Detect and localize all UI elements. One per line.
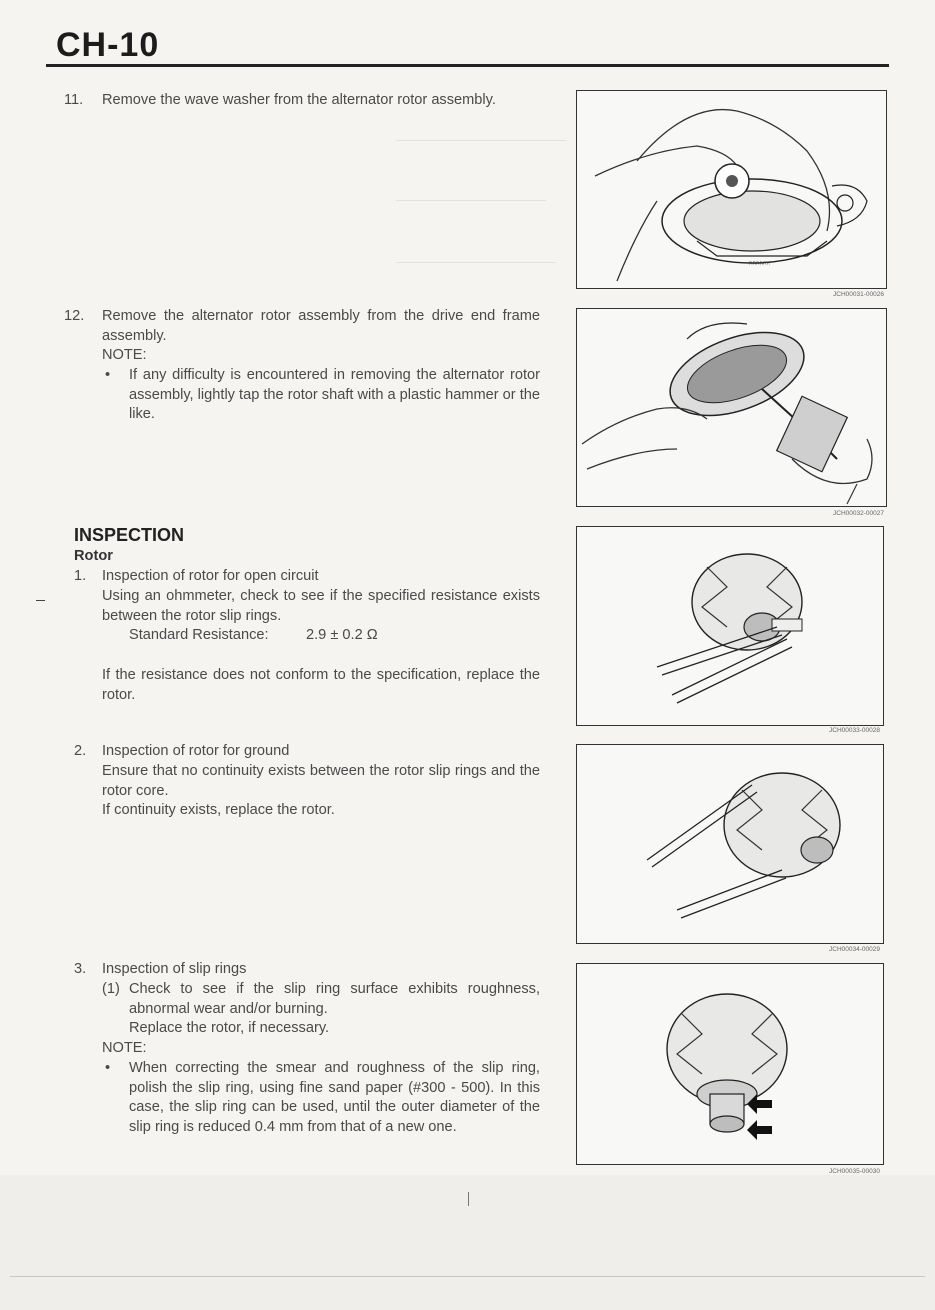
sub-item-after: Replace the rotor, if necessary. [129,1020,330,1036]
figure-code: JCH00032-00027 [833,510,884,517]
section-heading: INSPECTION [74,525,185,545]
item-number: 1. [74,568,87,584]
section-code: CH-10 [56,26,160,64]
figure-ground-test [576,744,884,944]
note-label: NOTE: [102,1040,147,1056]
figure-wave-washer-removal [576,90,887,289]
figure-code: JCH00034-00029 [829,946,880,953]
subsection-heading: Rotor [74,548,113,564]
bullet-dot: • [105,1060,111,1076]
open-circuit-test-illustration [577,527,883,725]
figure-code: JCH00031-00026 [833,291,884,298]
note-bullet-text: If any difficulty is encountered in removing the alternator rotor assembly, lightly tap the rotor shaft with a plastic hammer or the like. [129,367,540,423]
item-title: Inspection of rotor for open circuit [102,568,319,584]
svg-text:ᴿᴿᴿᴿᴿᴿ: ᴿᴿᴿᴿᴿᴿ [749,260,770,269]
step-number: 12. [64,308,85,324]
spec-label: Standard Resistance: [129,627,269,643]
sub-item-number: (1) [102,981,120,997]
item-after: If continuity exists, replace the rotor. [102,802,335,818]
bleed-through-line [396,140,566,141]
step-number: 11. [64,92,84,108]
figure-rotor-removal [576,308,887,507]
figure-code: JCH00033-00028 [829,727,880,734]
note-label: NOTE: [102,347,147,363]
bullet-dot: • [105,367,111,383]
spec-value: 2.9 ± 0.2 Ω [306,627,378,643]
item-title: Inspection of rotor for ground [102,743,290,759]
item-title: Inspection of slip rings [102,961,247,977]
figure-code: JCH00035-00030 [829,1168,880,1175]
ground-test-illustration [577,745,883,943]
figure-open-circuit-test [576,526,884,726]
item-after: If the resistance does not conform to the specification, replace the rotor. [102,667,540,703]
item-number: 3. [74,961,87,977]
bleed-through-line [396,200,546,201]
margin-mark [36,600,45,601]
rotor-removal-illustration [577,309,886,506]
note-bullet-text: When correcting the smear and roughness of the slip ring, polish the slip ring, using fine sand paper (#300 - 500). In this case, the slip ring can be used, until the outer diameter of the slip ring is reduced 0.4 mm from that of a new one. [129,1060,540,1136]
wave-washer-illustration [577,91,886,288]
sub-item-text: Check to see if the slip ring surface exhibits roughness, abnormal wear and/or burning. [129,981,540,1017]
item-body: Ensure that no continuity exists between the rotor slip rings and the rotor core. [102,763,540,799]
step-text: Remove the wave washer from the alternator rotor assembly. [102,92,496,108]
step-text: Remove the alternator rotor assembly from the drive end frame assembly. [102,308,540,344]
slip-ring-illustration [577,964,883,1164]
page-mark [468,1192,469,1206]
figure-slip-ring-inspection [576,963,884,1165]
footer-rule [10,1276,925,1277]
header-rule [46,64,889,67]
bleed-through-line [396,262,556,263]
item-number: 2. [74,743,87,759]
item-body: Using an ohmmeter, check to see if the specified resistance exists between the rotor slip rings. [102,588,540,624]
